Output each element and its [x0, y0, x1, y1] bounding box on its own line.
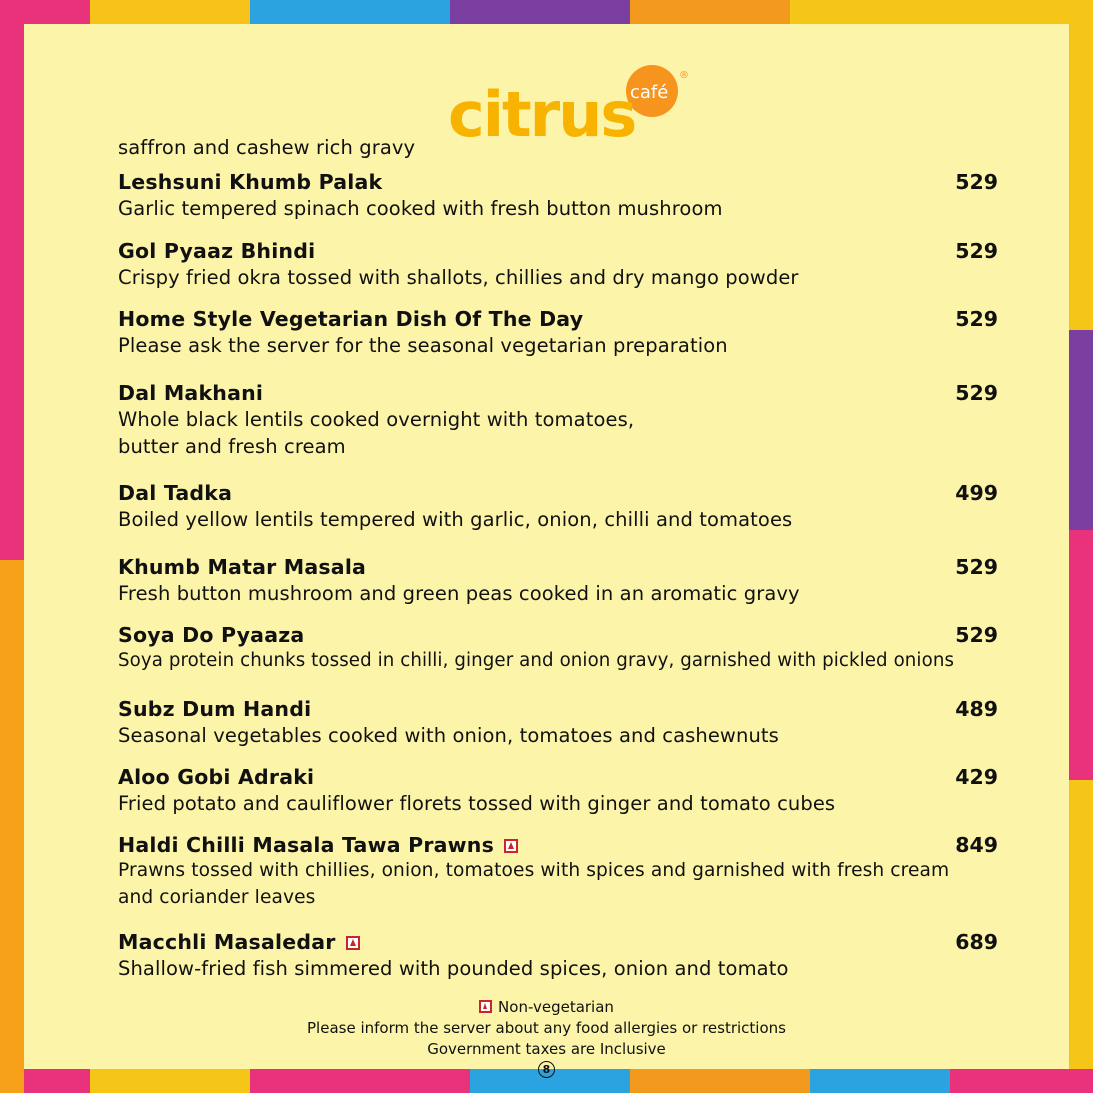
- menu-item-title: Dal Makhani: [118, 381, 264, 405]
- menu-item-name: [118, 765, 314, 789]
- citrus-cafe-logo: [448, 64, 698, 146]
- menu-item-name: [118, 833, 518, 857]
- svg-text:café: café: [630, 82, 669, 103]
- menu-item-price: 529: [955, 170, 998, 194]
- menu-item-description: Soya protein chunks tossed in chilli, ginger and onion gravy, garnished with pickled onions: [118, 650, 955, 671]
- nonveg-icon: [346, 936, 360, 950]
- menu-item-price: 429: [955, 765, 998, 789]
- menu-item-name: [118, 623, 304, 647]
- menu-item-title: Khumb Matar Masala: [118, 555, 367, 579]
- menu-item-name: [118, 307, 583, 331]
- menu-item-price: 489: [955, 697, 998, 721]
- menu-item-name: [118, 697, 311, 721]
- menu-item-name: [118, 239, 315, 263]
- menu-item-price: 499: [955, 481, 998, 505]
- menu-item-price: 689: [955, 930, 998, 954]
- menu-item-title: Home Style Vegetarian Dish Of The Day: [118, 307, 584, 331]
- menu-item-title: Dal Tadka: [118, 481, 233, 505]
- menu-item-name: [118, 930, 360, 954]
- menu-item-title: Subz Dum Handi: [118, 697, 312, 721]
- page-number-wrap: [24, 1059, 1069, 1078]
- legend-text: Non-vegetarian: [498, 998, 614, 1016]
- menu-item-description: Whole black lentils cooked overnight with tomatoes,: [118, 408, 635, 431]
- menu-item-description: butter and fresh cream: [118, 435, 346, 458]
- menu-item-price: 529: [955, 555, 998, 579]
- menu-item-title: Macchli Masaledar: [118, 930, 336, 954]
- menu-item-price: 529: [955, 239, 998, 263]
- menu-item-description: Seasonal vegetables cooked with onion, tomatoes and cashewnuts: [118, 724, 779, 747]
- menu-item-name: [118, 555, 366, 579]
- svg-text:®: ®: [679, 70, 689, 81]
- menu-item-price: 849: [955, 833, 998, 857]
- menu-item-description: Garlic tempered spinach cooked with fresh button mushroom: [118, 197, 723, 220]
- menu-item-name: [118, 381, 263, 405]
- tax-note: Government taxes are Inclusive: [427, 1040, 666, 1058]
- menu-item-title: Gol Pyaaz Bhindi: [118, 239, 316, 263]
- menu-item-title: Aloo Gobi Adraki: [118, 765, 315, 789]
- nonveg-icon: [479, 1000, 492, 1013]
- menu-item-name: [118, 170, 382, 194]
- menu-item-description: Prawns tossed with chillies, onion, tomatoes with spices and garnished with fresh cream: [118, 860, 950, 881]
- menu-item-description: and coriander leaves: [118, 887, 316, 908]
- menu-item-title: Soya Do Pyaaza: [118, 623, 305, 647]
- menu-item-price: 529: [955, 307, 998, 331]
- svg-text:citrus: citrus: [448, 78, 636, 146]
- nonveg-icon: [504, 839, 518, 853]
- menu-page: [24, 24, 1069, 1076]
- menu-item-title: Leshsuni Khumb Palak: [118, 170, 383, 194]
- menu-item-description: Fried potato and cauliflower florets tossed with ginger and tomato cubes: [118, 792, 836, 815]
- menu-item-price: 529: [955, 623, 998, 647]
- allergy-note: Please inform the server about any food allergies or restrictions: [307, 1019, 786, 1037]
- nonveg-legend: [24, 998, 1069, 1016]
- intro-line: saffron and cashew rich gravy: [118, 136, 416, 159]
- menu-item-description: Shallow-fried fish simmered with pounded spices, onion and tomato: [118, 957, 789, 980]
- page-number: 8: [538, 1061, 555, 1078]
- menu-item-description: Crispy fried okra tossed with shallots, chillies and dry mango powder: [118, 266, 799, 289]
- menu-item-name: [118, 481, 232, 505]
- menu-item-price: 529: [955, 381, 998, 405]
- menu-item-title: Haldi Chilli Masala Tawa Prawns: [118, 833, 494, 857]
- menu-item-description: Fresh button mushroom and green peas cooked in an aromatic gravy: [118, 582, 800, 605]
- menu-item-description: Please ask the server for the seasonal vegetarian preparation: [118, 334, 728, 357]
- menu-item-description: Boiled yellow lentils tempered with garlic, onion, chilli and tomatoes: [118, 508, 793, 531]
